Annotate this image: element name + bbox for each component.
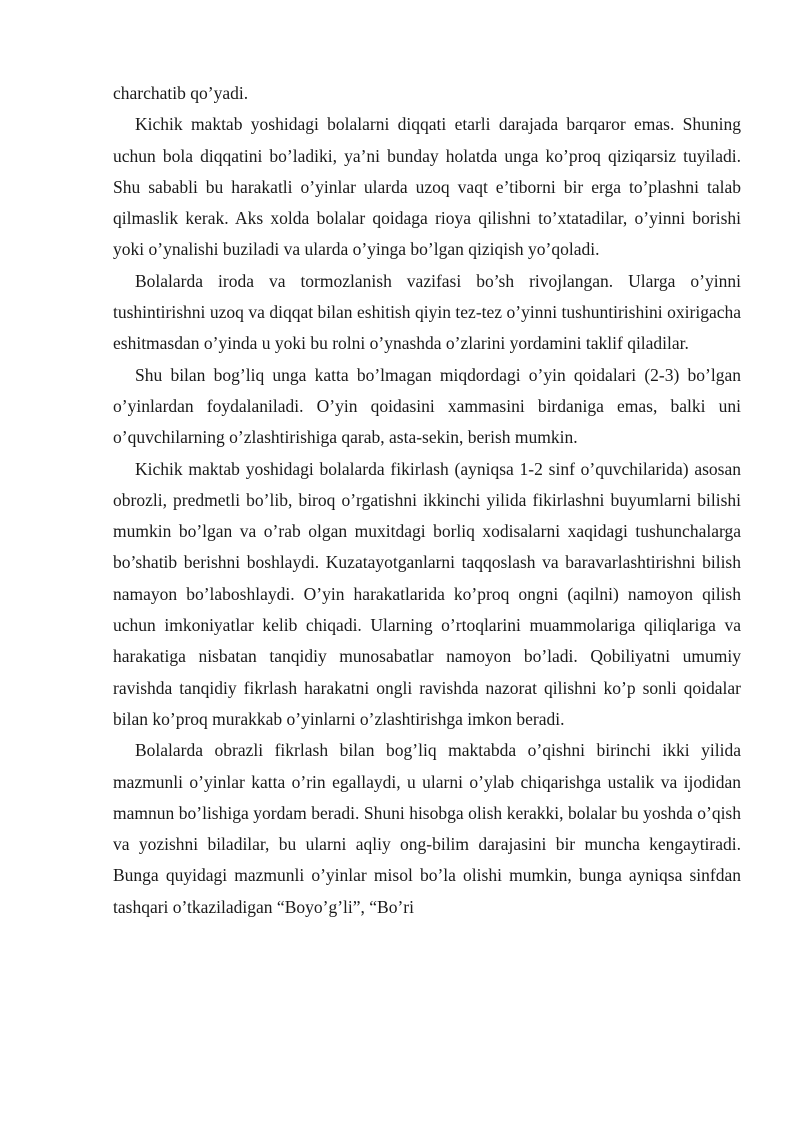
paragraph-attention: Kichik maktab yoshidagi bolalarni diqqati etarli darajada barqaror emas. Shuning uchun bola diqqatini bo’ladiki, ya’ni bunday holatda unga ko’proq qiziqarsiz tuyiladi. Shu sababli bu harakatli o’yinlar ularda uzoq vaqt e’tiborni bir erga to’plashni talab qilmaslik kerak. Aks xolda bolalar qoidaga rioya qilishni to’xtatadilar, o’yinni borishi yoki o’ynalishi buziladi va ularda o’yinga bo’lgan qiziqish yo’qoladi. xyxy=(113,114,741,260)
paragraph-rules: Shu bilan bog’liq unga katta bo’lmagan miqdordagi o’yin qoidalari (2-3) bo’lgan o’yinlardan foydalaniladi. O’yin qoidasini xammasini birdaniga emas, balki uni o’quvchilarning o’zlashtirishiga qarab, asta-sekin, berish mumkin. xyxy=(113,364,741,448)
paragraph-will: Bolalarda iroda va tormozlanish vazifasi bo’sh rivojlangan. Ularga o’yinni tushintirishni uzoq va diqqat bilan eshitish qiyin tez-tez o’yinni tushuntirishini oxirigacha eshitmasdan o’yinda u yoki bu rolni o’ynashda o’zlarini yordamini taklif qiladilar. xyxy=(113,270,741,354)
paragraph-thinking: Kichik maktab yoshidagi bolalarda fikirlash (ayniqsa 1-2 sinf o’quvchilarida) asosan obrozli, predmetli bo’lib, biroq o’rgatishni ikkinchi yilida fikirlashni buyumlarni bilishi mumkin bo’lgan va o’rab olgan muxitdagi borliq xodisalarni xaqidagi tushunchalarga bo’shatib berishni boshlaydi. Kuzatayotganlarni taqqoslash va baravarlashtirishni bilish namayon bo’laboshlaydi. O’yin harakatlarida ko’proq ongni (aqilni) namoyon qilish uchun imkoniyatlar kelib chiqadi. Ularning o’rtoqlarini muammolariga qiliqlariga va harakatiga nisbatan tanqidiy munosabatlar namoyon bo’ladi. Qobiliyatni umumiy ravishda tanqidiy fikrlash harakatni ongli ravishda nazorat qilishni ko’p sonli qoidalar bilan ko’proq murakkab o’yinlarni o’zlashtirishga imkon beradi. xyxy=(113,458,741,729)
paragraph-imaginative: Bolalarda obrazli fikrlash bilan bog’liq maktabda o’qishni birinchi ikki yilida mazmunli o’yinlar katta o’rin egallaydi, u ularni o’ylab chiqarishga ustalik va ijodidan mamnun bo’lishiga yordam beradi. Shuni hisobga olish kerakki, bolalar bu yoshda o’qish va yozishni biladilar, bu ularni aqliy ong-bilim darajasini bir muncha kengaytiradi. Bunga quyidagi mazmunli o’yinlar misol bo’la olishi mumkin, bunga ayniqsa sinfdan tashqari o’tkaziladigan “Boyo’g’li”, “Bo’ri xyxy=(113,740,741,917)
document-page xyxy=(113,78,741,923)
paragraph-continuation: charchatib qo’yadi. xyxy=(113,83,249,103)
